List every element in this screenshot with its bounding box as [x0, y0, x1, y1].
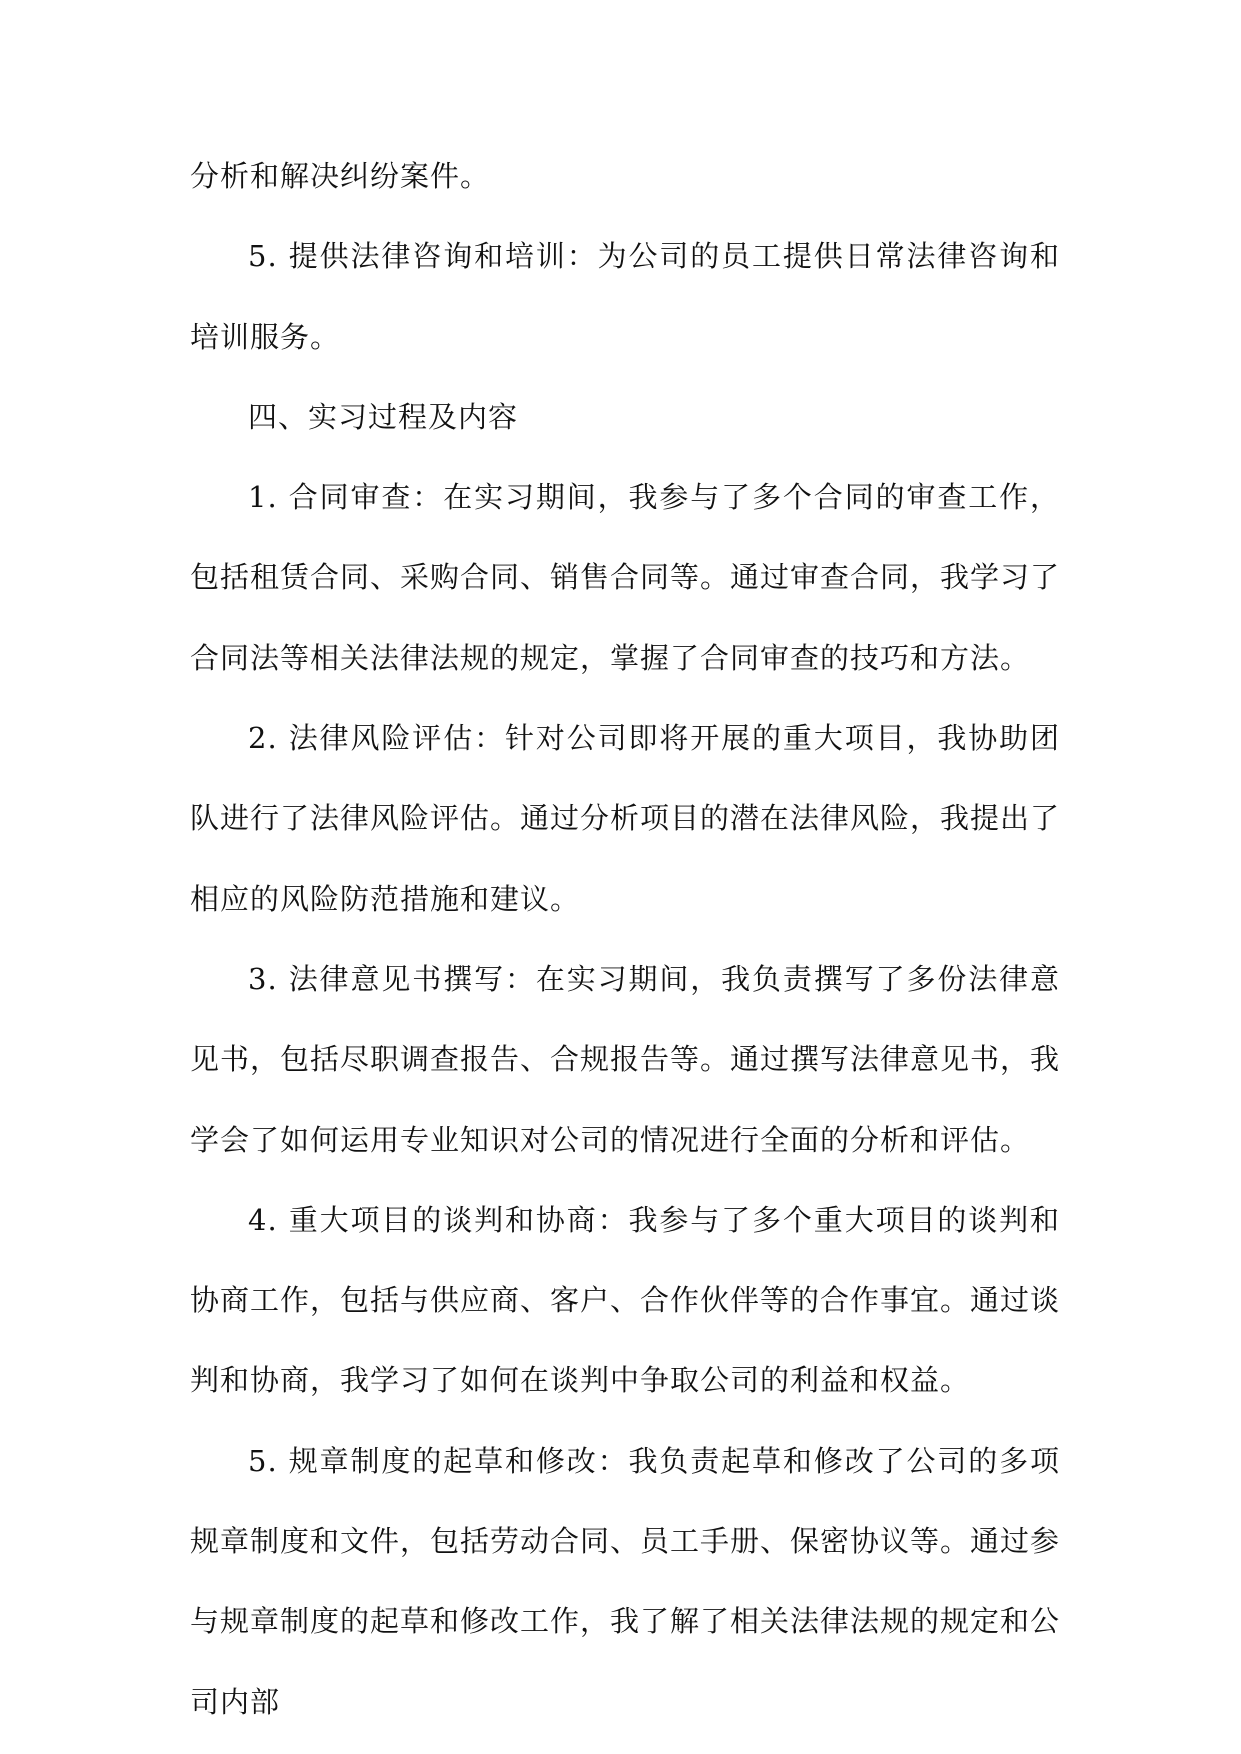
paragraph-item-1-contract-review: 1. 合同审查：在实习期间，我参与了多个合同的审查工作，包括租赁合同、采购合同、销售合同等。通过审查合同，我学习了合同法等相关法律法规的规定，掌握了合同审查的技巧和方法。: [190, 480, 1061, 675]
paragraph-item-4-negotiation: 4. 重大项目的谈判和协商：我参与了多个重大项目的谈判和协商工作，包括与供应商、客户、合作伙伴等的合作事宜。通过谈判和协商，我学习了如何在谈判中争取公司的利益和权益。: [190, 1202, 1061, 1398]
paragraph-continuation: 分析和解决纠纷案件。: [190, 159, 491, 193]
document-body: [190, 136, 1060, 1742]
paragraph-item-2-risk-assessment: 2. 法律风险评估：针对公司即将开展的重大项目，我协助团队进行了法律风险评估。通过分析项目的潜在法律风险，我提出了相应的风险防范措施和建议。: [190, 721, 1061, 916]
paragraph-item-5-regulations: 5. 规章制度的起草和修改：我负责起草和修改了公司的多项规章制度和文件，包括劳动合同、员工手册、保密协议等。通过参与规章制度的起草和修改工作，我了解了相关法律法规的规定和公司内部: [190, 1443, 1061, 1719]
paragraph-item-3-legal-opinion: 3. 法律意见书撰写：在实习期间，我负责撰写了多份法律意见书，包括尽职调查报告、合规报告等。通过撰写法律意见书，我学会了如何运用专业知识对公司的情况进行全面的分析和评估。: [190, 961, 1061, 1157]
section-heading-internship-process: 四、实习过程及内容: [248, 399, 519, 434]
paragraph-item-5-legal-consulting: 5. 提供法律咨询和培训：为公司的员工提供日常法律咨询和培训服务。: [190, 239, 1060, 354]
